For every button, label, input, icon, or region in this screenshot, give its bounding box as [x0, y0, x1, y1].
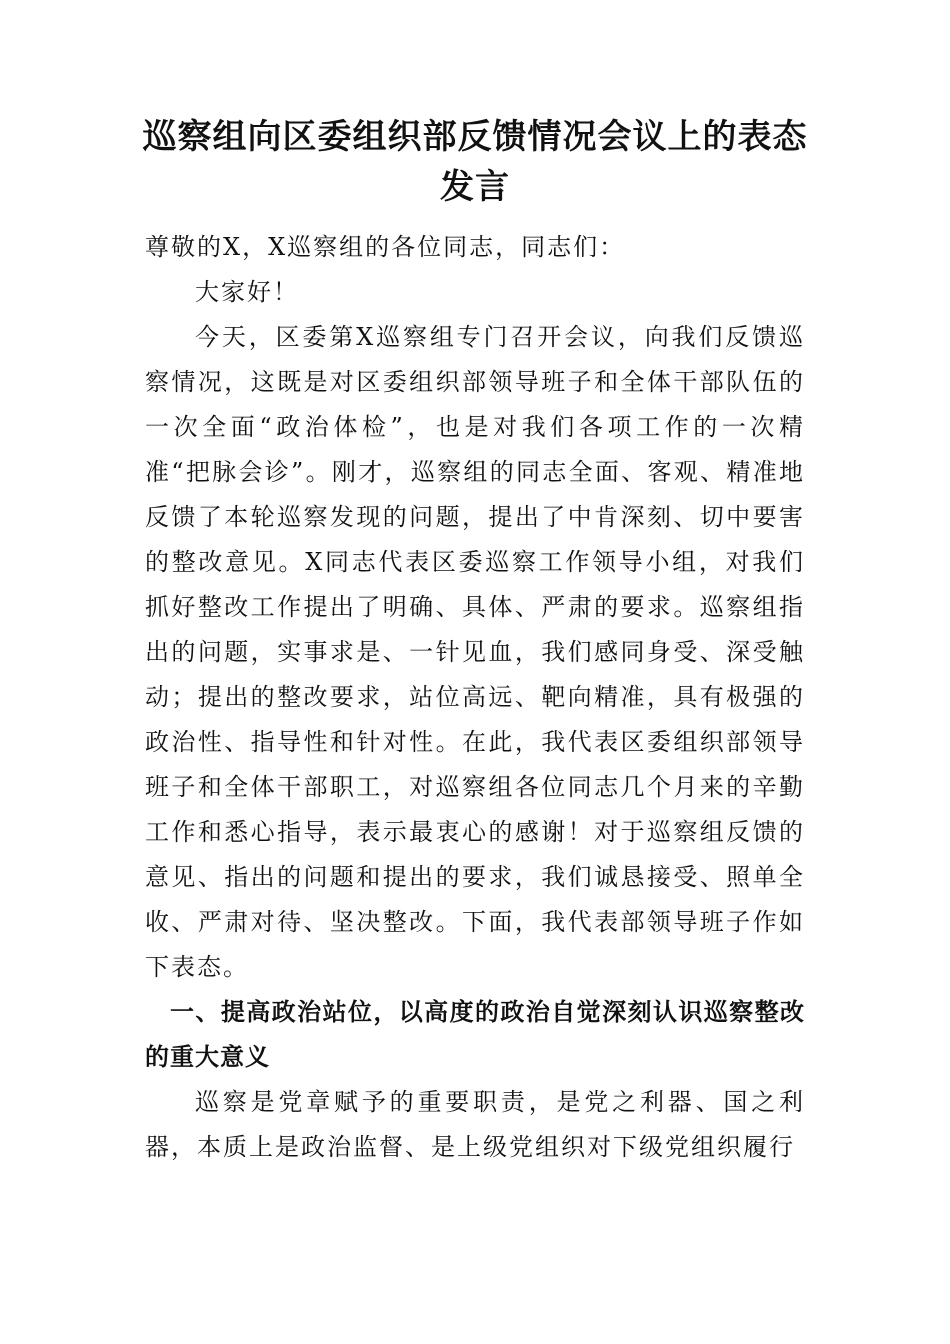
- section-heading: 一、提高政治站位，以高度的政治自觉深刻认识巡察整改的重大意义: [145, 998, 805, 1071]
- document-body: [145, 225, 805, 1170]
- paragraph: 今天，区委第X巡察组专门召开会议，向我们反馈巡察情况，这既是对区委组织部领导班子和全体干部队伍的一次全面“政治体检”，也是对我们各项工作的一次精准“把脉会诊”。刚才，巡察组的同志全面、客观、精准地反馈了本轮巡察发现的问题，提出了中肯深刻、切中要害的整改意见。X同志代表区委巡察工作领导小组，对我们抓好整改工作提出了明确、具体、严肃的要求。巡察组指出的问题，实事求是、一针见血，我们感同身受、深受触动；提出的整改要求，站位高远、靶向精准，具有极强的政治性、指导性和针对性。在此，我代表区委组织部领导班子和全体干部职工，对巡察组各位同志几个月来的辛勤工作和悉心指导，表示最衷心的感谢！对于巡察组反馈的意见、指出的问题和提出的要求，我们诚恳接受、照单全收、严肃对待、坚决整改。下面，我代表部领导班子作如下表态。: [145, 323, 805, 981]
- paragraph: 巡察是党章赋予的重要职责，是党之利器、国之利器，本质上是政治监督、是上级党组织对下级党组织履行: [145, 1088, 805, 1161]
- salutation: 尊敬的X，X巡察组的各位同志，同志们：: [145, 233, 626, 261]
- document-title: 巡察组向区委组织部反馈情况会议上的表态发言: [142, 117, 808, 207]
- greeting: 大家好！: [195, 278, 299, 306]
